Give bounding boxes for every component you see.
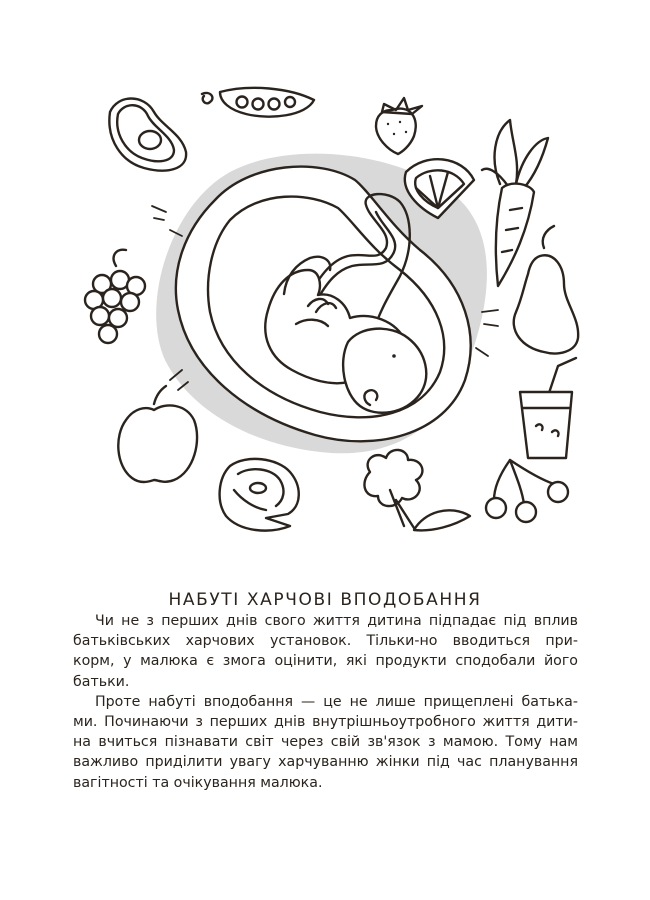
juice-glass-icon [520, 358, 576, 458]
fetus-foods-illustration [70, 80, 590, 550]
text-line: важливо приділити увагу харчуванню жінки під час планування [73, 754, 578, 771]
text-line: Проте набуті вподобання — це не лише прищеплені батька- [95, 693, 578, 710]
avocado-icon [109, 99, 186, 171]
paragraph-2 [73, 692, 578, 793]
apple-icon [118, 386, 197, 482]
section-heading: НАБУТІ ХАРЧОВІ ВПОДОБАННЯ [168, 590, 482, 611]
text-line: батьки. [73, 673, 130, 690]
grapes-icon [85, 250, 145, 343]
text-line: корм, у малюка є змога оцінити, які продукти сподобали його [73, 653, 578, 670]
strawberry-icon [376, 98, 422, 154]
broccoli-icon [364, 450, 470, 530]
fetus-eye [392, 354, 396, 358]
salmon-steak-icon [220, 459, 299, 531]
paragraph-1 [73, 611, 578, 692]
pear-icon [514, 226, 578, 353]
pea-pod-icon [202, 88, 314, 117]
text-line: ми. Починаючи з перших днів внутрішньоутробного життя дити- [73, 714, 578, 731]
text-line: батьківських харчових установок. Тільки-но вводиться при- [73, 633, 578, 650]
article-body [73, 611, 578, 793]
text-line: на вчиться пізнавати світ через свій зв'язок з мамою. Тому нам [73, 734, 578, 751]
text-line: Чи не з перших днів свого життя дитина підпадає під вплив [95, 613, 578, 629]
text-line: вагітності та очікування малюка. [73, 774, 323, 791]
cherries-icon [486, 460, 568, 522]
